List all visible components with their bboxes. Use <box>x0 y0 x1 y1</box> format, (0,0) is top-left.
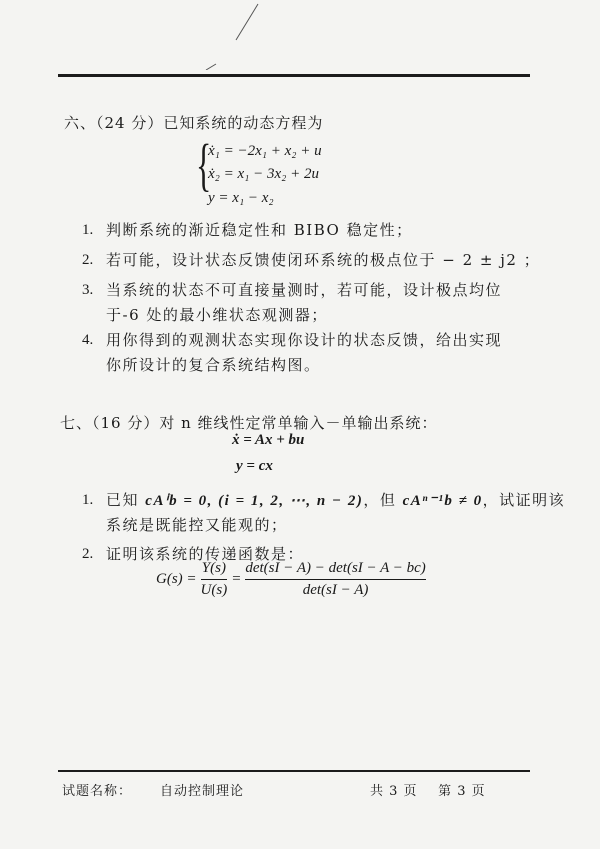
section6-item2-text: 若可能，设计状态反馈使闭环系统的极点位于 − 2 ± j2 ； <box>106 251 541 269</box>
footer-title-value: 自动控制理论 <box>160 784 245 799</box>
item-number: 2. <box>82 546 94 562</box>
section7-item1-line2: 系统是既能控又能观的； <box>106 516 288 534</box>
text-segment: 已知 <box>106 491 146 509</box>
fraction-denominator: U(s) <box>200 582 228 598</box>
item-number: 4. <box>82 332 94 348</box>
paper-crease-mark <box>196 0 266 70</box>
section6-item4-line2: 你所设计的复合系统结构图。 <box>106 356 321 374</box>
section6-heading: 六、（24 分）已知系统的动态方程为 <box>64 114 324 132</box>
transfer-function-lhs: G(s) = <box>156 571 197 587</box>
fraction-numerator: det(sI − A) − det(sI − A − bc) <box>245 560 426 576</box>
state-equation-1: ẋ₁ = −2x₁ + x₂ + u <box>208 143 322 159</box>
state-equation-2: ẋ₂ = x₁ − 3x₂ + 2u <box>208 166 319 182</box>
nonzero-condition: cAⁿ⁻¹b ≠ 0 <box>402 493 483 509</box>
equals-sign: = <box>231 571 242 587</box>
item-number: 2. <box>82 252 94 268</box>
output-equation: y = x₁ − x₂ <box>208 190 274 206</box>
transfer-function-formula <box>156 560 426 599</box>
fraction-determinant <box>245 560 425 599</box>
fraction-y-over-u <box>201 560 228 599</box>
top-rule <box>58 74 530 77</box>
section7-heading: 七、（16 分）对 n 维线性定常单输入－单输出系统： <box>60 414 438 432</box>
item-number: 1. <box>82 492 94 508</box>
section7-item2-text: 证明该系统的传递函数是： <box>106 545 305 563</box>
bottom-rule <box>58 770 530 772</box>
footer-title-label: 试题名称： <box>62 784 133 799</box>
section6-item3-line1: 当系统的状态不可直接量测时，若可能，设计极点均位 <box>106 281 503 299</box>
fraction-denominator: det(sI − A) <box>302 582 369 598</box>
section6-item3-line2: 于-6 处的最小维状态观测器； <box>106 306 328 324</box>
item-number: 1. <box>82 222 94 238</box>
text-segment: ，但 <box>363 491 403 509</box>
section6-item1-text: 判断系统的渐近稳定性和 BIBO 稳定性； <box>106 221 413 239</box>
fraction-bar <box>201 579 228 580</box>
section6-item4-line1: 用你得到的观测状态实现你设计的状态反馈，给出实现 <box>106 331 503 349</box>
footer-page-info: 共 3 页 第 3 页 <box>370 784 486 799</box>
controllability-condition: cAⁱb = 0, (i = 1, 2, ⋯, n − 2) <box>145 493 364 509</box>
fraction-numerator: Y(s) <box>201 560 226 576</box>
text-segment: ，试证明该 <box>482 491 566 509</box>
fraction-bar <box>245 579 425 580</box>
item-number: 3. <box>82 282 94 298</box>
system-state-equation: ẋ = Ax + bu <box>232 432 305 448</box>
system-output-equation: y = cx <box>236 458 273 474</box>
equation-brace: { <box>196 132 212 197</box>
